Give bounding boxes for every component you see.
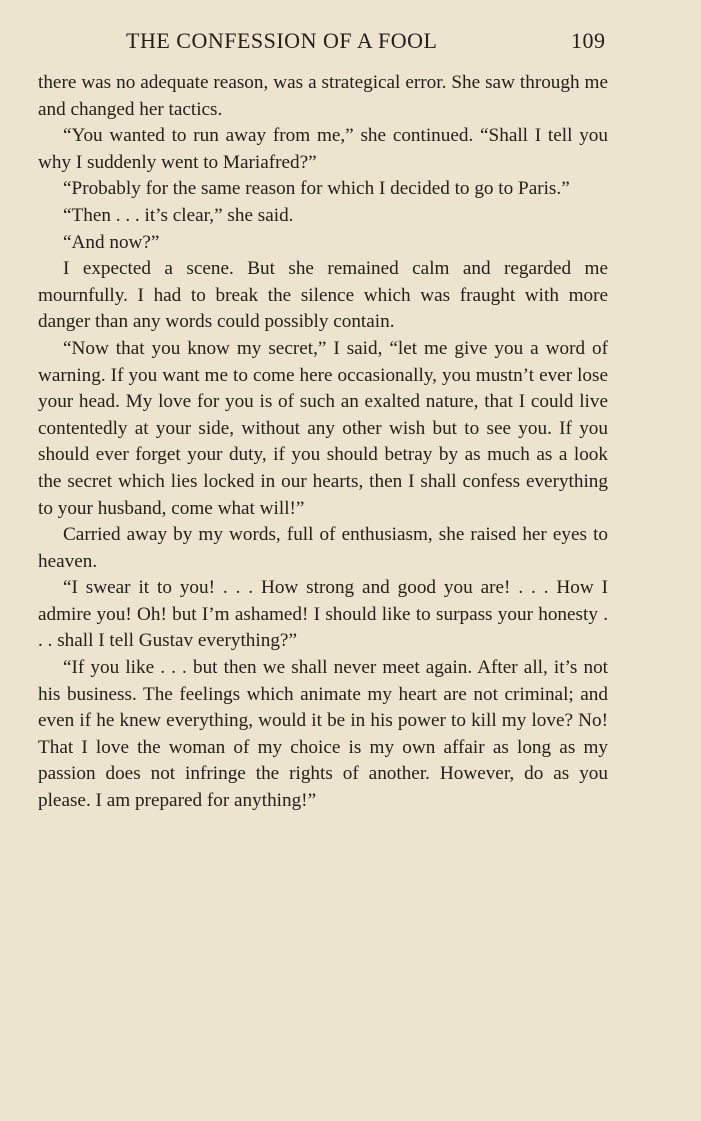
paragraph: “I swear it to you! . . . How strong and good you are! . . . How I admire you! Oh! but I’m ashamed! I should like to surpass your honesty . . . shall I tell Gustav everything?” bbox=[38, 577, 608, 652]
paragraph: “If you like . . . but then we shall never meet again. After all, it’s not his business. The feelings which animate my heart are not criminal; and even if he knew everything, would it be in his power to kill my love? No! That I love the woman of my choice is my own affair as long as my passion does not infringe the rights of another. However, do as you please. I am prepared for anything!” bbox=[38, 657, 608, 812]
body-text bbox=[38, 70, 608, 815]
page-number: 109 bbox=[571, 28, 606, 53]
paragraph: I expected a scene. But she remained calm and regarded me mournfully. I had to break the silence which was fraught with more danger than any words could possibly contain. bbox=[38, 258, 608, 333]
paragraph: there was no adequate reason, was a strategical error. She saw through me and changed her tactics. bbox=[38, 72, 608, 120]
running-head bbox=[38, 28, 608, 62]
paragraph: “You wanted to run away from me,” she continued. “Shall I tell you why I suddenly went to Mariafred?” bbox=[38, 125, 608, 173]
paragraph: Carried away by my words, full of enthusiasm, she raised her eyes to heaven. bbox=[38, 524, 608, 572]
paragraph: “Then . . . it’s clear,” she said. bbox=[63, 204, 294, 226]
paragraph: “Now that you know my secret,” I said, “let me give you a word of warning. If you want me to come here occasionally, you mustn’t ever lose your head. My love for you is of such an exalted nature, that I could live contentedly at your side, without any other wish but to see you. If you should ever forget your duty, if you should betray by as much as a look the secret which lies locked in our hearts, then I shall confess everything to your husband, come what will!” bbox=[38, 337, 608, 519]
running-title: THE CONFESSION OF A FOOL bbox=[126, 28, 438, 53]
paragraph: “Probably for the same reason for which I decided to go to Paris.” bbox=[63, 178, 570, 200]
paragraph: “And now?” bbox=[63, 231, 160, 253]
